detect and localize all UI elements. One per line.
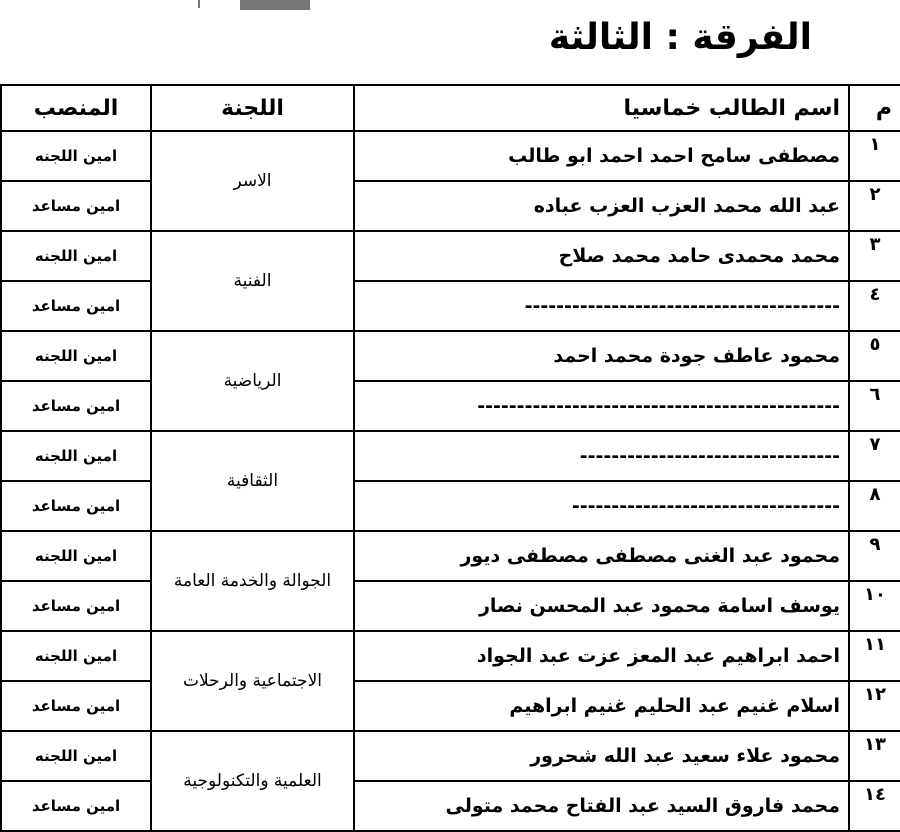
student-name: --------------------------------- xyxy=(354,431,849,481)
position-label: امين مساعد xyxy=(1,781,151,831)
row-number: ١١ xyxy=(849,631,900,681)
student-name: اسلام غنيم عبد الحليم غنيم ابراهيم xyxy=(354,681,849,731)
row-number: ١٢ xyxy=(849,681,900,731)
committee-name: الاجتماعية والرحلات xyxy=(151,631,354,731)
committee-name: الثقافية xyxy=(151,431,354,531)
position-label: امين اللجنه xyxy=(1,131,151,181)
row-number: ١٠ xyxy=(849,581,900,631)
header-student-name: اسم الطالب خماسيا xyxy=(354,85,849,131)
table-row xyxy=(1,781,900,831)
position-label: امين اللجنه xyxy=(1,631,151,681)
row-number: ٤ xyxy=(849,281,900,331)
committee-name: الجوالة والخدمة العامة xyxy=(151,531,354,631)
student-name: عبد الله محمد العزب العزب عباده xyxy=(354,181,849,231)
committee-name: الاسر xyxy=(151,131,354,231)
student-name: ---------------------------------------------- xyxy=(354,381,849,431)
student-name: يوسف اسامة محمود عبد المحسن نصار xyxy=(354,581,849,631)
committee-name: الفنية xyxy=(151,231,354,331)
table-header-row xyxy=(1,85,900,131)
position-label: امين اللجنه xyxy=(1,331,151,381)
header-cutoff-bar xyxy=(240,0,310,10)
student-name: محمد محمدى حامد محمد صلاح xyxy=(354,231,849,281)
table-row xyxy=(1,581,900,631)
row-number: ١٣ xyxy=(849,731,900,781)
header-committee: اللجنة xyxy=(151,85,354,131)
table-row xyxy=(1,531,900,581)
position-label: امين اللجنه xyxy=(1,231,151,281)
student-name: محمود عبد الغنى مصطفى مصطفى ديور xyxy=(354,531,849,581)
header-position: المنصب xyxy=(1,85,151,131)
table-row xyxy=(1,281,900,331)
row-number: ٢ xyxy=(849,181,900,231)
row-number: ١ xyxy=(849,131,900,181)
table-row xyxy=(1,381,900,431)
row-number: ٩ xyxy=(849,531,900,581)
position-label: امين اللجنه xyxy=(1,731,151,781)
position-label: امين اللجنه xyxy=(1,431,151,481)
position-label: امين مساعد xyxy=(1,181,151,231)
row-number: ٨ xyxy=(849,481,900,531)
student-name: ---------------------------------------- xyxy=(354,281,849,331)
table-row xyxy=(1,131,900,181)
table-row xyxy=(1,731,900,781)
position-label: امين مساعد xyxy=(1,481,151,531)
row-number: ١٤ xyxy=(849,781,900,831)
row-number: ٧ xyxy=(849,431,900,481)
student-name: ---------------------------------- xyxy=(354,481,849,531)
row-number: ٥ xyxy=(849,331,900,381)
position-label: امين مساعد xyxy=(1,581,151,631)
committee-name: الرياضية xyxy=(151,331,354,431)
student-name: محمد فاروق السيد عبد الفتاح محمد متولى xyxy=(354,781,849,831)
position-label: امين مساعد xyxy=(1,681,151,731)
table-row xyxy=(1,181,900,231)
table-row xyxy=(1,231,900,281)
header-cutoff-mark xyxy=(198,0,200,8)
position-label: امين مساعد xyxy=(1,281,151,331)
position-label: امين اللجنه xyxy=(1,531,151,581)
row-number: ٦ xyxy=(849,381,900,431)
student-name: محمود عاطف جودة محمد احمد xyxy=(354,331,849,381)
student-name: محمود علاء سعيد عبد الله شحرور xyxy=(354,731,849,781)
table-row xyxy=(1,431,900,481)
committee-name: العلمية والتكنولوجية xyxy=(151,731,354,831)
student-name: احمد ابراهيم عبد المعز عزت عبد الجواد xyxy=(354,631,849,681)
table-row xyxy=(1,481,900,531)
position-label: امين مساعد xyxy=(1,381,151,431)
student-name: مصطفى سامح احمد احمد ابو طالب xyxy=(354,131,849,181)
row-number: ٣ xyxy=(849,231,900,281)
committee-roster-table xyxy=(0,84,900,832)
table-row xyxy=(1,331,900,381)
table-row xyxy=(1,631,900,681)
class-year-heading: الفرقة : الثالثة xyxy=(548,17,812,58)
header-number: م xyxy=(849,85,900,131)
table-row xyxy=(1,681,900,731)
